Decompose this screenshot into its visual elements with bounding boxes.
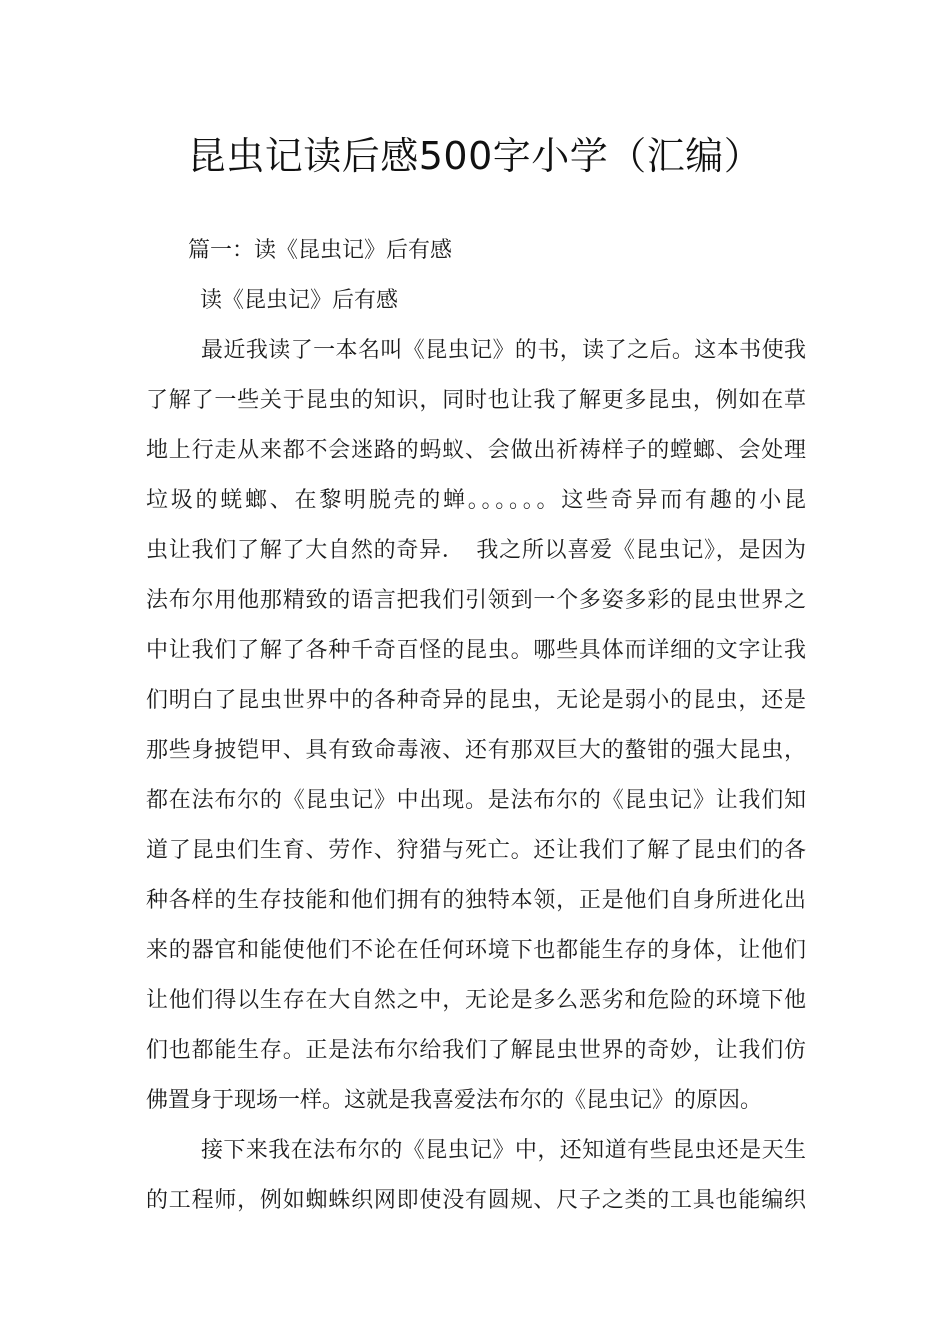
paragraph-line: 们也都能生存。正是法布尔给我们了解昆虫世界的奇妙，让我们仿 xyxy=(146,1038,806,1063)
paragraph-line: 都在法布尔的《昆虫记》中出现。是法布尔的《昆虫记》让我们知 xyxy=(146,788,806,813)
paragraph-line: 那些身披铠甲、具有致命毒液、还有那双巨大的螯钳的强大昆虫， xyxy=(146,738,806,763)
paragraph-line: 最近我读了一本名叫《昆虫记》的书，读了之后。这本书使我 xyxy=(201,338,806,363)
paragraph-line: 让他们得以生存在大自然之中，无论是多么恶劣和危险的环境下他 xyxy=(146,988,806,1013)
paragraph-line: 虫让我们了解了大自然的奇异． 我之所以喜爱《昆虫记》，是因为 xyxy=(146,538,806,563)
paragraph-line: 佛置身于现场一样。这就是我喜爱法布尔的《昆虫记》的原因。 xyxy=(146,1088,763,1113)
paragraph-2 xyxy=(146,1126,806,1226)
paragraph-line: 种各样的生存技能和他们拥有的独特本领，正是他们自身所进化出 xyxy=(146,888,806,913)
paragraph-line: 中让我们了解了各种千奇百怪的昆虫。哪些具体而详细的文字让我 xyxy=(146,638,806,663)
paragraph-1 xyxy=(146,326,806,1126)
chapter-heading: 篇一：读《昆虫记》后有感 xyxy=(188,238,453,263)
paragraph-line: 来的器官和能使他们不论在任何环境下也都能生存的身体，让他们 xyxy=(146,938,806,963)
article-heading: 读《昆虫记》后有感 xyxy=(200,288,399,313)
paragraph-line: 接下来我在法布尔的《昆虫记》中，还知道有些昆虫还是天生 xyxy=(201,1138,806,1163)
paragraph-line: 了解了一些关于昆虫的知识，同时也让我了解更多昆虫，例如在草 xyxy=(146,388,806,413)
paragraph-line: 地上行走从来都不会迷路的蚂蚁、会做出祈祷样子的螳螂、会处理 xyxy=(146,438,806,463)
paragraph-line: 垃圾的蜣螂、在黎明脱壳的蝉。。。。。。这些奇异而有趣的小昆 xyxy=(146,488,806,513)
paragraph-line: 道了昆虫们生育、劳作、狩猎与死亡。还让我们了解了昆虫们的各 xyxy=(146,838,806,863)
paragraph-line: 法布尔用他那精致的语言把我们引领到一个多姿多彩的昆虫世界之 xyxy=(146,588,806,613)
document-title: 昆虫记读后感500字小学（汇编） xyxy=(187,134,763,178)
paragraph-line: 的工程师，例如蜘蛛织网即使没有圆规、尺子之类的工具也能编织 xyxy=(146,1188,806,1213)
paragraph-line: 们明白了昆虫世界中的各种奇异的昆虫，无论是弱小的昆虫，还是 xyxy=(146,688,806,713)
